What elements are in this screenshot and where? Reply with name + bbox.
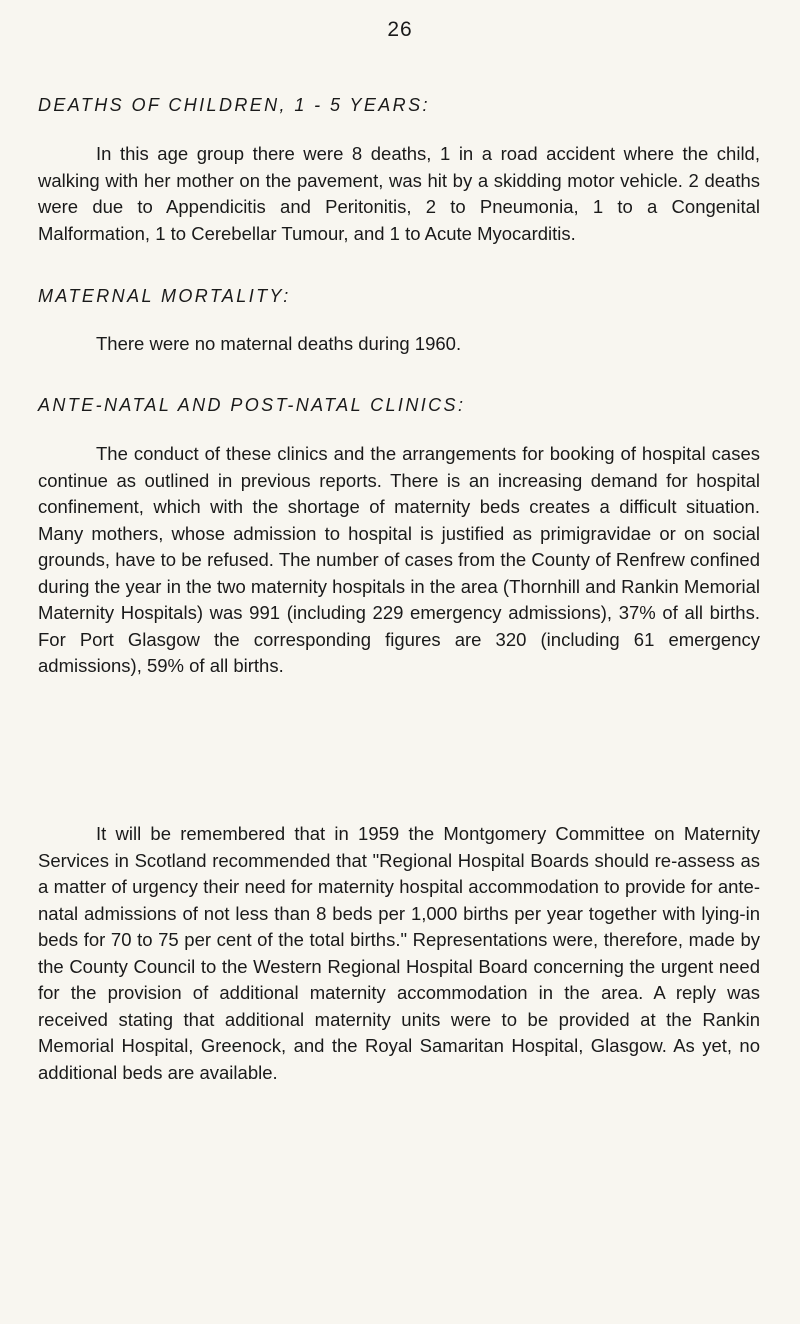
heading-deaths-of-children: DEATHS OF CHILDREN, 1 - 5 YEARS: xyxy=(38,95,430,115)
paragraph-montgomery-committee: It will be remembered that in 1959 the Montgomery Committee on Maternity Services in Scotland recommended that "Regional Hospital Boards should re-assess as a matter of urgency their need for maternity hospital accommodation to provide for ante-natal admissions of not less than 8 beds per 1,000 births per year together with lying-in beds for 70 to 75 per cent of the total births." Representations were, therefore, made by the County Council to the Western Regional Hospital Board concerning the urgent need for the provision of additional maternity accommodation in the area. A reply was received stating that additional maternity units were to be provided at the Rankin Memorial Hospital, Greenock, and the Royal Samaritan Hospital, Glasgow. As yet, no additional beds are available. xyxy=(38,823,760,1083)
page-number: 26 xyxy=(387,18,413,41)
paragraph-maternal-mortality: There were no maternal deaths during 1960. xyxy=(96,333,462,354)
heading-ante-post-natal-clinics: ANTE-NATAL AND POST-NATAL CLINICS: xyxy=(38,395,466,415)
paragraph-deaths-of-children: In this age group there were 8 deaths, 1 in a road accident where the child, walking with her mother on the pavement, was hit by a skidding motor vehicle. 2 deaths were due to Appendicitis and Peritonitis, 2 to Pneumonia, 1 to a Congenital Malformation, 1 to Cerebellar Tumour, and 1 to Acute Myocarditis. xyxy=(38,143,760,244)
heading-maternal-mortality: MATERNAL MORTALITY: xyxy=(38,286,291,306)
paragraph-clinics-conduct: The conduct of these clinics and the arrangements for booking of hospital cases continue as outlined in previous reports. There is an increasing demand for hospital confinement, which with the shortage of maternity beds creates a difficult situation. Many mothers, whose admission to hospital is justified as primigravidae or on social grounds, have to be refused. The number of cases from the County of Renfrew confined during the year in the two maternity hospitals in the area (Thornhill and Rankin Memorial Maternity Hospitals) was 991 (including 229 emergency admissions), 37% of all births. For Port Glasgow the corresponding figures are 320 (including 61 emergency admissions), 59% of all births. xyxy=(38,443,760,676)
